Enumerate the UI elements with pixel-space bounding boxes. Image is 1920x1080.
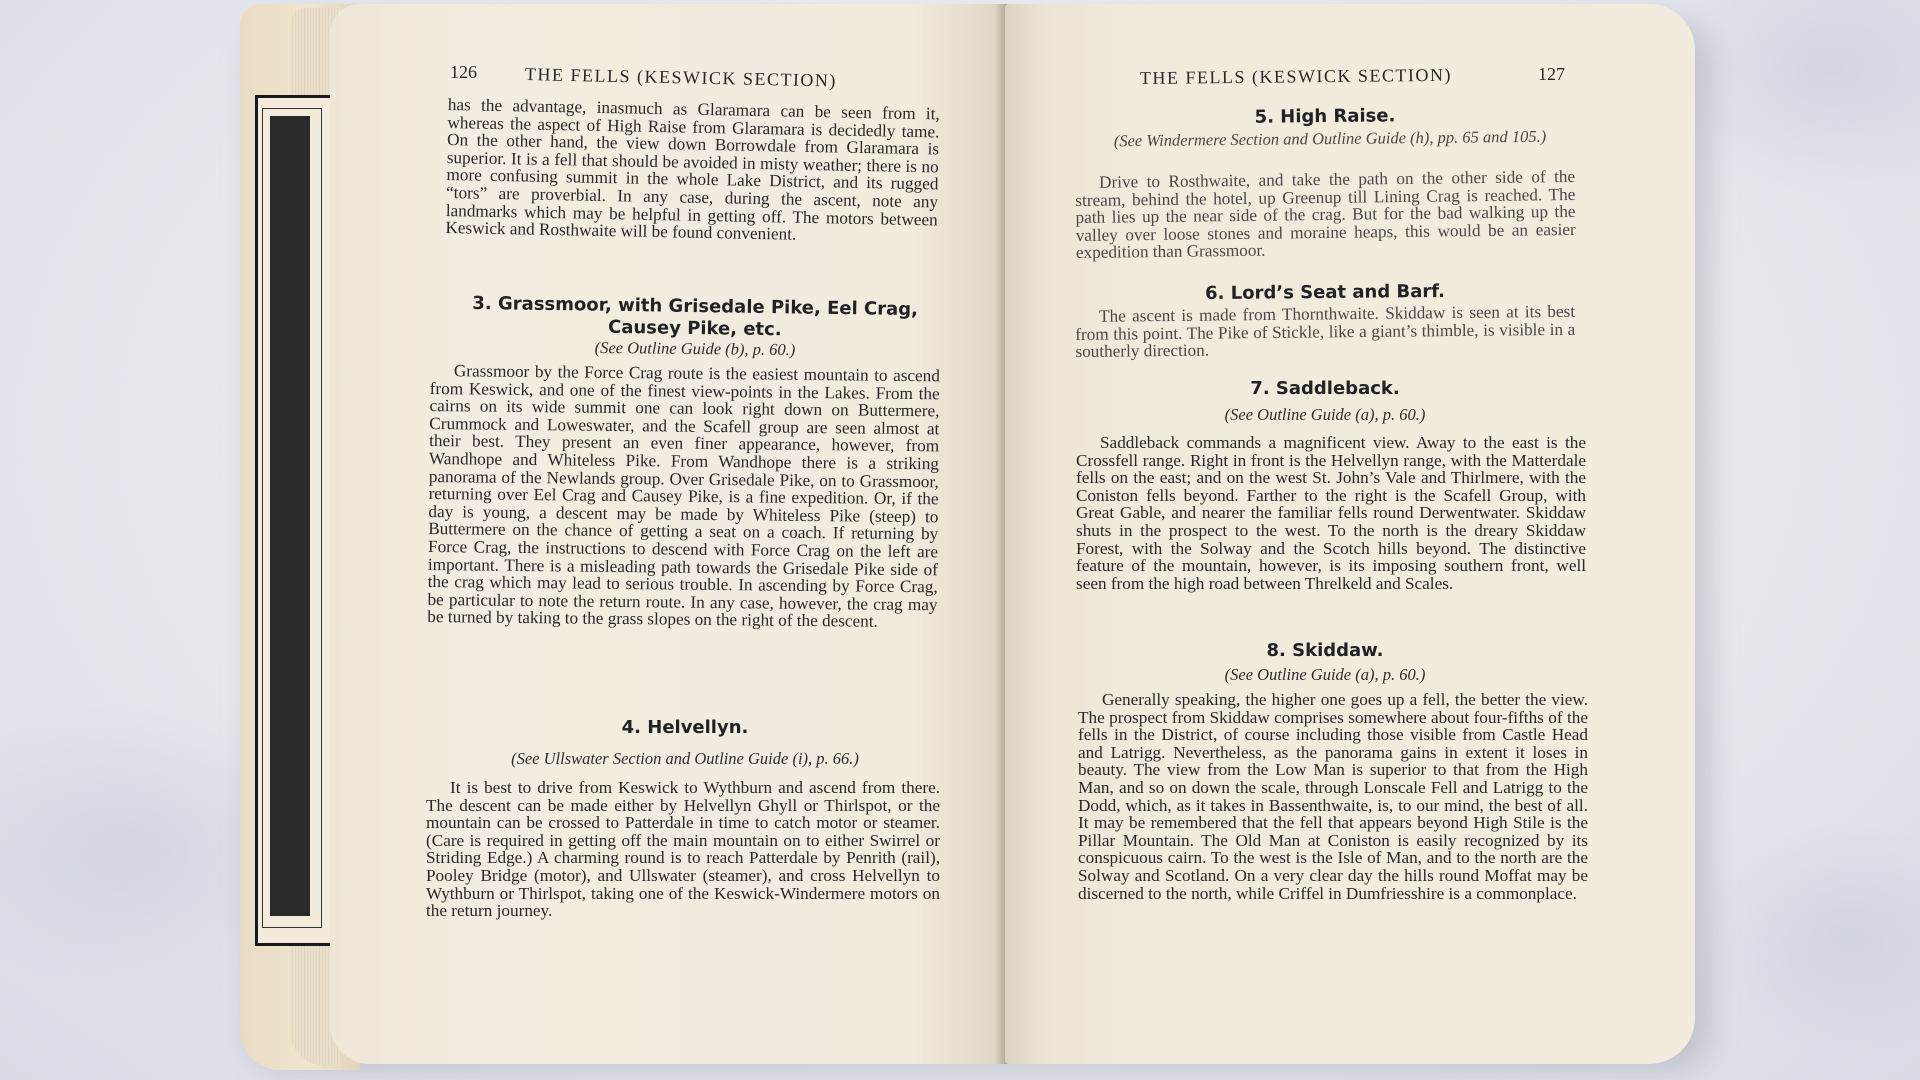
section-8-reference: (See Outline Guide (a), p. 60.) (1224, 665, 1426, 684)
frontispiece-image (270, 116, 310, 916)
right-running-head: THE FELLS (KESWICK SECTION) (1139, 64, 1453, 88)
section-6-heading: 6. Lord’s Seat and Barf. (1205, 280, 1445, 305)
paragraph-text: The ascent is made from Thornthwaite. Skiddaw is seen at its best from this point. The Pike of Stickle, like a giant’s thimble, is visible in a southerly direction. (1075, 301, 1576, 362)
right-page (1005, 4, 1695, 1064)
section-5-heading: 5. High Raise. (1254, 105, 1396, 128)
left-running-head: THE FELLS (KESWICK SECTION) (524, 64, 838, 91)
paragraph-text: It is best to drive from Keswick to Wythburn and ascend from there. The descent can be made either by Helvellyn Ghyll or Thirlspot, or the mountain can be crossed to Patterdale in time to catch motor or steamer. (Care is required in getting off the main mountain on to either Swirrel or Striding Edge.) A charming round is to reach Patterdale by Penrith (rail), Pooley Bridge (motor), and Ullswater (steamer), and cross Helvellyn to Wythburn or Thirlspot, taking one of the Keswick-Windermere motors on the return journey. (426, 778, 940, 921)
section-7-body (1076, 434, 1586, 592)
section-7-reference: (See Outline Guide (a), p. 60.) (1224, 405, 1426, 424)
section-4-heading: 4. Helvellyn. (621, 717, 749, 738)
section-4-reference: (See Ullswater Section and Outline Guide (i), p. 66.) (511, 749, 859, 768)
section-3-body (427, 362, 940, 631)
section-3-heading: 3. Grassmoor, with Grisedale Pike, Eel Crag, Causey Pike, etc. (472, 292, 919, 341)
section-6-body (1075, 303, 1576, 361)
paragraph-text: Generally speaking, the higher one goes up a fell, the better the view. The prospect from Skiddaw comprises somewhere about four-fifths of the fells in the District, of course including those visible from Castle Head and Latrigg. Nevertheless, as the panorama gains in extent it loses in beauty. The view from the Low Man is superior to that from the High Man, and so on down the scale, through Lonscale Fell and Latrigg to the Dodd, which, as it takes in Bassenthwaite, is, to our mind, the best of all. It may be remembered that the fell that appears beyond High Stile is the Pillar Mountain. The Old Man at Coniston is easily recognized by its conspicuous cairn. To the west is the Isle of Man, and to the north are the Solway and Scotland. On a very clear day the hills round Moffat may be discerned to the north, while Criffel in Dumfriesshire is a commonplace. (1078, 690, 1588, 903)
paragraph-text: Grassmoor by the Force Crag route is the easiest mountain to ascend from Keswick, and one of the finest view-points in the Lakes. From the cairns on its wide summit one can look right down on Buttermere, Crummock and Loweswater, and the Scafell group are seen almost at their best. They present an even finer appearance, however, from Wandhope and Whiteless Pike. From Wandhope there is a striking panorama of the Newlands group. Over Grisedale Pike, on to Grassmoor, returning over Eel Crag and Causey Pike, is a fine expedition. Or, if the day is young, a descent may be made by Whiteless Pike (steep) to Buttermere on the chance of getting a seat on a coach. If returning by Force Crag, the instructions to descend with Force Crag on the left are important. There is a misleading path towards the Grisedale Pike side of the crag which may lead to serious trouble. In ascending by Force Crag, be particular to note the return route. In any case, however, the crag may be turned by taking to the grass slopes on the right of the descent. (427, 361, 940, 632)
section-7-heading: 7. Saddleback. (1250, 378, 1400, 399)
section-3-reference: (See Outline Guide (b), p. 60.) (594, 337, 796, 360)
section-5-reference: (See Windermere Section and Outline Guide (h), pp. 65 and 105.) (1113, 126, 1547, 151)
left-intro-paragraph (445, 96, 940, 246)
cloth-fold (1700, 820, 1920, 1060)
left-page (330, 4, 1010, 1064)
paragraph-text: has the advantage, inasmuch as Glaramara can be seen from it, whereas the aspect of High Raise from Glaramara is decidedly tame. On the other hand, the view down Borrowdale from Glaramara is superior. It is a fell that should be avoided in misty weather; there is no more confusing summit in the whole Lake District, and its rugged “tors” are proverbial. In any case, during the ascent, note any landmarks which may be helpful in getting off. The motors between Keswick and Rosthwaite will be found convenient. (445, 95, 940, 244)
paragraph-text: Saddleback commands a magnificent view. Away to the east is the Crossfell range. Right in front is the Helvellyn range, with the Matterdale fells on the east; and on the west St. John’s Vale and Thirlmere, with the Coniston fells beyond. Farther to the right is the Scafell Group, with Great Gable, and nearer the familiar fells round Derwentwater. Skiddaw shuts in the prospect to the west. To the north is the dreary Skiddaw Forest, with the Solway and the Scotch hills beyond. The distinctive feature of the mountain, however, is its imposing southern front, well seen from the high road between Threlkeld and Scales. (1076, 433, 1586, 593)
left-page-number: 126 (450, 62, 477, 82)
paragraph-text: Drive to Rosthwaite, and take the path on the other side of the stream, behind the hotel, up Greenup till Lining Crag is reached. The path lies up the near side of the crag. But for the bad walking up the valley over loose stones and moraine heaps, this would be an easier expedition than Grassmoor. (1075, 166, 1576, 263)
right-page-number: 127 (1538, 64, 1565, 84)
section-8-heading: 8. Skiddaw. (1266, 640, 1384, 661)
section-5-body (1075, 168, 1576, 262)
section-8-body (1078, 691, 1588, 902)
section-4-body (426, 779, 940, 920)
